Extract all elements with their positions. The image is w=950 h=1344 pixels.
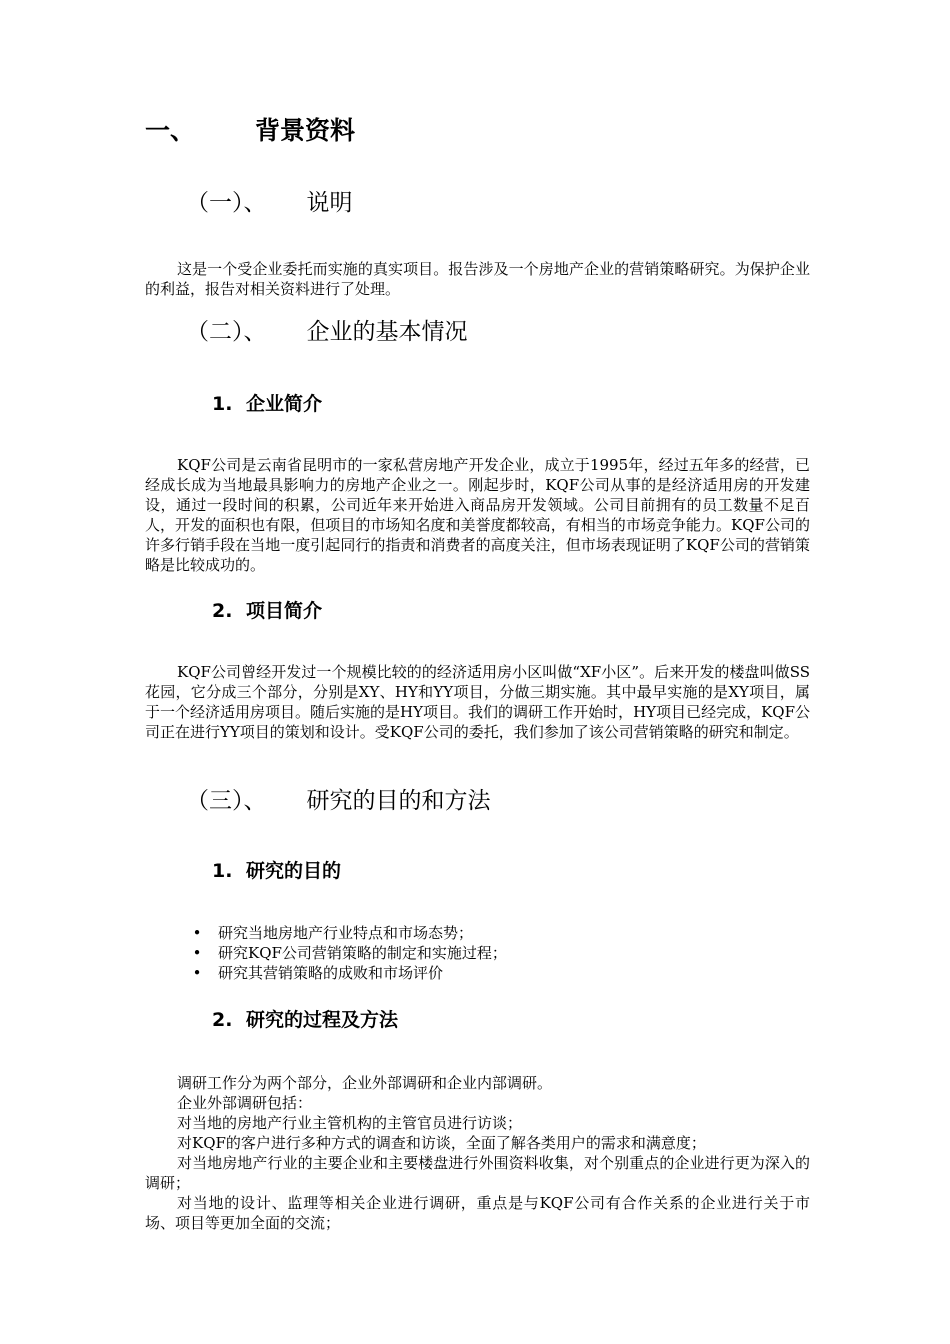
subsection-title: 企业的基本情况 [306, 319, 468, 345]
list-item: • 研究当地房地产行业特点和市场态势； [190, 923, 507, 943]
bullet-icon: • [192, 924, 202, 942]
subsection-heading-company [186, 318, 468, 346]
text-line: 对当地的设计、监理等相关企业进行调研，重点是与KQF公司有合作关系的企业进行关于市场、项目等更加全面的交流； [145, 1194, 810, 1232]
text-line: 企业外部调研包括： [177, 1094, 313, 1112]
text-line: 对KQF的客户进行多种方式的调查和访谈，全面了解各类用户的需求和满意度； [177, 1134, 706, 1152]
research-purpose-list [190, 923, 507, 983]
heading-title: 企业简介 [246, 393, 323, 415]
description-paragraph: 这是一个受企业委托而实施的真实项目。报告涉及一个房地产企业的营销策略研究。为保护企业的利益，报告对相关资料进行了处理。 [145, 260, 810, 298]
heading-number: 1. [212, 393, 233, 415]
section-title: 背景资料 [255, 117, 356, 145]
subsection-heading-description [186, 189, 353, 217]
subsection-number: （一）、 [186, 190, 267, 216]
subsection-heading-research [186, 787, 491, 815]
subsection-number: （三）、 [186, 788, 267, 814]
section-heading-background [145, 116, 355, 146]
project-profile-paragraph: KQF公司曾经开发过一个规模比较的的经济适用房小区叫做“XF小区”。后来开发的楼盘叫做SS花园，它分成三个部分，分别是XY、HY和YY项目，分做三期实施。其中最早实施的是XY项目，属于一个经济适用房项目。随后实施的是HY项目。我们的调研工作开始时，HY项目已经完成，KQF公司正在进行YY项目的策划和设计。受KQF公司的委托，我们参加了该公司营销策略的研究和制定。 [145, 663, 810, 741]
heading-number: 1. [212, 860, 233, 882]
subsection-title: 说明 [306, 190, 353, 216]
text-line: 对当地的房地产行业主管机构的主管官员进行访谈； [177, 1114, 523, 1132]
list-item: • 研究其营销策略的成败和市场评价 [190, 963, 507, 983]
text-line: 调研工作分为两个部分，企业外部调研和企业内部调研。 [177, 1074, 553, 1092]
company-profile-paragraph: KQF公司是云南省昆明市的一家私营房地产开发企业，成立于1995年，经过五年多的经营，已经成长成为当地最具影响力的房地产企业之一。刚起步时，KQF公司从事的是经济适用房的开发建设，通过一段时间的积累，公司近年来开始进入商品房开发领域。公司目前拥有的员工数量不足百人，开发的面积也有限，但项目的市场知名度和美誉度都较高，有相当的市场竞争能力。KQF公司的许多行销手段在当地一度引起同行的指责和消费者的高度关注，但市场表现证明了KQF公司的营销策略是比较成功的。 [145, 456, 810, 574]
subsection-title: 研究的目的和方法 [306, 788, 491, 814]
heading-company-profile [212, 392, 322, 416]
heading-title: 研究的过程及方法 [246, 1009, 399, 1031]
heading-number: 2. [212, 600, 233, 622]
heading-title: 项目简介 [246, 600, 323, 622]
heading-project-profile [212, 599, 322, 623]
list-item: • 研究KQF公司营销策略的制定和实施过程； [190, 943, 507, 963]
heading-number: 2. [212, 1009, 233, 1031]
section-number: 一、 [145, 117, 196, 145]
text-line: 对当地房地产行业的主要企业和主要楼盘进行外围资料收集，对个别重点的企业进行更为深入的调研； [145, 1154, 810, 1192]
heading-research-method [212, 1008, 398, 1032]
subsection-number: （二）、 [186, 319, 267, 345]
bullet-icon: • [192, 964, 202, 982]
heading-research-purpose [212, 859, 341, 883]
bullet-icon: • [192, 944, 202, 962]
heading-title: 研究的目的 [246, 860, 342, 882]
